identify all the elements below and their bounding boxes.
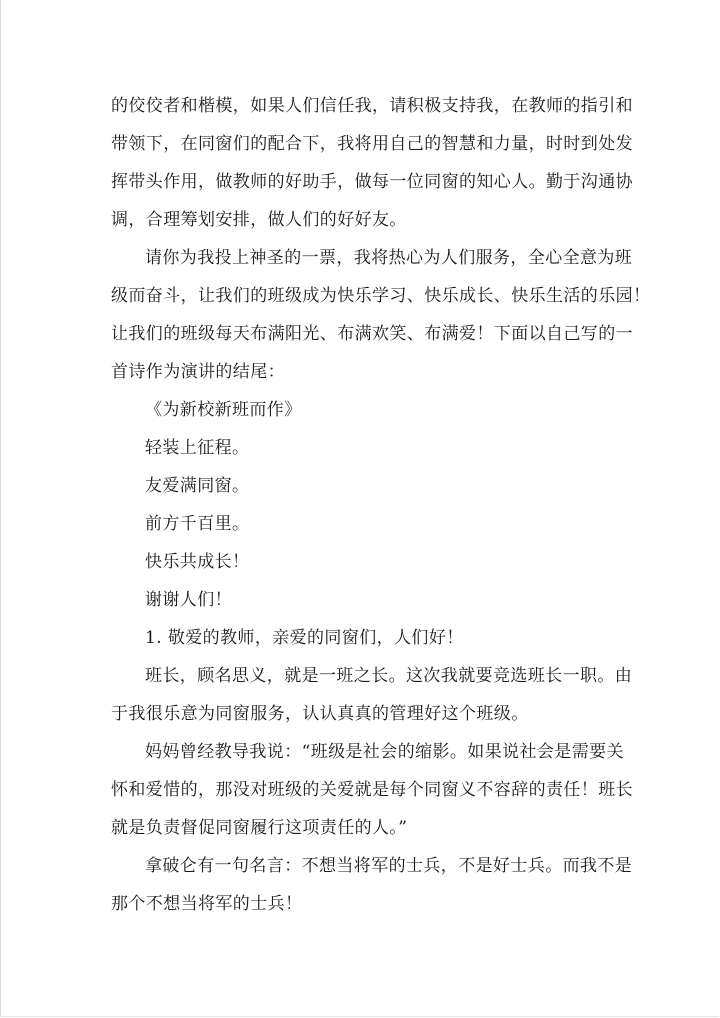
paragraph-first-line: 请你为我投上神圣的一票，我将热心为人们服务，全心全意为班 — [145, 248, 633, 268]
text-line: 的佼佼者和楷模，如果人们信任我，请积极支持我，在教师的指引和 — [111, 96, 633, 116]
text-line: 首诗作为演讲的结尾： — [111, 362, 285, 382]
document-body — [111, 87, 651, 923]
numbered-heading: 1. 敬爱的教师，亲爱的同窗们，人们好！ — [145, 628, 464, 648]
text-line: 那个不想当将军的士兵！ — [111, 894, 303, 914]
text-line: 级而奋斗，让我们的班级成为快乐学习、快乐成长、快乐生活的乐园！ — [111, 286, 651, 306]
poem-title: 《为新校新班而作》 — [145, 400, 302, 420]
text-line: 怀和爱惜的，那没对班级的关爱就是每个同窗义不容辞的责任！班长 — [111, 780, 633, 800]
text-line: 带领下，在同窗们的配合下，我将用自己的智慧和力量，时时到处发 — [111, 134, 633, 154]
text-line: 于我很乐意为同窗服务，认认真真的管理好这个班级。 — [111, 704, 529, 724]
closing-thanks: 谢谢人们！ — [145, 590, 232, 610]
text-line: 就是负责督促同窗履行这项责任的人。” — [111, 818, 408, 838]
text-line: 挥带头作用，做教师的好助手，做每一位同窗的知心人。勤于沟通协 — [111, 172, 633, 192]
paragraph-first-line: 妈妈曾经教导我说：“班级是社会的缩影。如果说社会是需要关 — [145, 742, 624, 762]
poem-line: 轻装上征程。 — [145, 438, 250, 458]
paragraph-first-line: 拿破仑有一句名言：不想当将军的士兵，不是好士兵。而我不是 — [145, 856, 633, 876]
paragraph-first-line: 班长，顾名思义，就是一班之长。这次我就要竞选班长一职。由 — [145, 666, 633, 686]
poem-line: 友爱满同窗。 — [145, 476, 250, 496]
poem-line: 快乐共成长！ — [145, 552, 250, 572]
text-line: 调，合理筹划安排，做人们的好好友。 — [111, 210, 407, 230]
text-line: 让我们的班级每天布满阳光、布满欢笑、布满爱！下面以自己写的一 — [111, 324, 633, 344]
poem-line: 前方千百里。 — [145, 514, 250, 534]
